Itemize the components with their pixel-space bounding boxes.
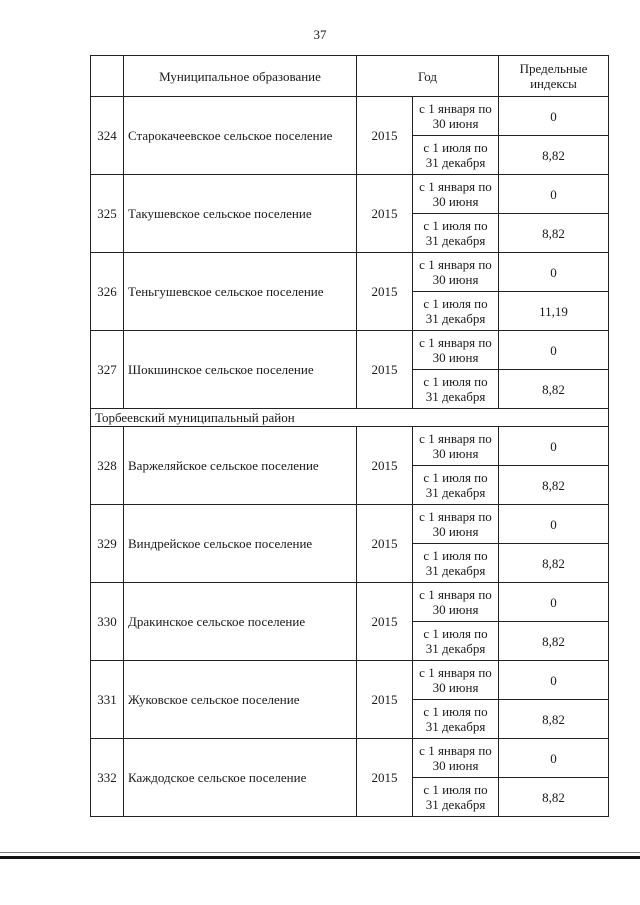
table-row (91, 505, 609, 544)
table-row (91, 739, 609, 778)
period-second-half: с 1 июля по 31 декабря (413, 214, 499, 253)
year-cell: 2015 (357, 739, 413, 817)
municipality-name: Шокшинское сельское поселение (124, 331, 357, 409)
index-first-half: 0 (499, 427, 609, 466)
row-number: 324 (91, 97, 124, 175)
page-number: 37 (313, 27, 327, 42)
year-cell: 2015 (357, 427, 413, 505)
index-first-half: 0 (499, 253, 609, 292)
index-first-half: 0 (499, 331, 609, 370)
year-cell: 2015 (357, 505, 413, 583)
year-cell: 2015 (357, 175, 413, 253)
table-row (91, 661, 609, 700)
header-index: Предельные индексы (499, 56, 609, 97)
municipality-name: Такушевское сельское поселение (124, 175, 357, 253)
index-first-half: 0 (499, 175, 609, 214)
year-cell: 2015 (357, 583, 413, 661)
period-second-half: с 1 июля по 31 декабря (413, 466, 499, 505)
period-second-half: с 1 июля по 31 декабря (413, 292, 499, 331)
header-year: Год (357, 56, 499, 97)
row-number: 329 (91, 505, 124, 583)
table-row (91, 427, 609, 466)
year-cell: 2015 (357, 253, 413, 331)
header-municipality: Муниципальное образование (124, 56, 357, 97)
municipality-name: Варжеляйское сельское поселение (124, 427, 357, 505)
row-number: 325 (91, 175, 124, 253)
index-first-half: 0 (499, 739, 609, 778)
row-number: 326 (91, 253, 124, 331)
tariff-index-table (90, 55, 609, 817)
table-row (91, 253, 609, 292)
year-cell: 2015 (357, 661, 413, 739)
period-second-half: с 1 июля по 31 декабря (413, 136, 499, 175)
index-first-half: 0 (499, 97, 609, 136)
index-second-half: 8,82 (499, 214, 609, 253)
table-header-row (91, 56, 609, 97)
municipality-name: Каждодское сельское поселение (124, 739, 357, 817)
section-row (91, 409, 609, 427)
table-row (91, 331, 609, 370)
period-second-half: с 1 июля по 31 декабря (413, 622, 499, 661)
index-second-half: 8,82 (499, 622, 609, 661)
table-row (91, 175, 609, 214)
index-second-half: 8,82 (499, 700, 609, 739)
row-number: 327 (91, 331, 124, 409)
year-cell: 2015 (357, 97, 413, 175)
row-number: 330 (91, 583, 124, 661)
header-number (91, 56, 124, 97)
section-title: Торбеевский муниципальный район (91, 409, 609, 427)
footer-rule (0, 856, 640, 859)
table-row (91, 97, 609, 136)
period-second-half: с 1 июля по 31 декабря (413, 778, 499, 817)
period-second-half: с 1 июля по 31 декабря (413, 544, 499, 583)
year-cell: 2015 (357, 331, 413, 409)
period-first-half: с 1 января по 30 июня (413, 583, 499, 622)
period-second-half: с 1 июля по 31 декабря (413, 370, 499, 409)
index-first-half: 0 (499, 583, 609, 622)
municipality-name: Виндрейское сельское поселение (124, 505, 357, 583)
index-second-half: 8,82 (499, 544, 609, 583)
period-first-half: с 1 января по 30 июня (413, 97, 499, 136)
period-first-half: с 1 января по 30 июня (413, 253, 499, 292)
index-first-half: 0 (499, 661, 609, 700)
index-first-half: 0 (499, 505, 609, 544)
row-number: 328 (91, 427, 124, 505)
index-second-half: 8,82 (499, 136, 609, 175)
table-row (91, 583, 609, 622)
index-second-half: 11,19 (499, 292, 609, 331)
period-first-half: с 1 января по 30 июня (413, 739, 499, 778)
footer-thin-rule (0, 852, 640, 853)
index-second-half: 8,82 (499, 370, 609, 409)
municipality-name: Дракинское сельское поселение (124, 583, 357, 661)
index-second-half: 8,82 (499, 466, 609, 505)
period-first-half: с 1 января по 30 июня (413, 427, 499, 466)
municipality-name: Старокачеевское сельское поселение (124, 97, 357, 175)
period-second-half: с 1 июля по 31 декабря (413, 700, 499, 739)
municipality-name: Теньгушевское сельское поселение (124, 253, 357, 331)
municipality-name: Жуковское сельское поселение (124, 661, 357, 739)
period-first-half: с 1 января по 30 июня (413, 505, 499, 544)
row-number: 332 (91, 739, 124, 817)
row-number: 331 (91, 661, 124, 739)
period-first-half: с 1 января по 30 июня (413, 661, 499, 700)
period-first-half: с 1 января по 30 июня (413, 331, 499, 370)
period-first-half: с 1 января по 30 июня (413, 175, 499, 214)
index-second-half: 8,82 (499, 778, 609, 817)
